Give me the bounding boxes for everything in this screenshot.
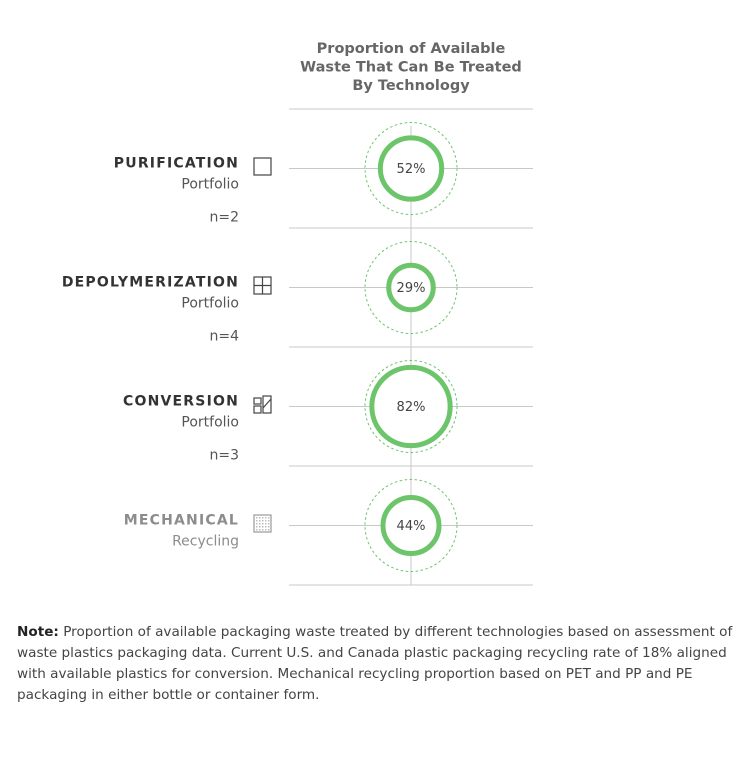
row-mechanical xyxy=(124,480,533,572)
grid-four-icon xyxy=(254,277,271,294)
category-n: n=3 xyxy=(209,447,239,464)
value-label: 82% xyxy=(396,400,426,415)
chart-title-line: Proportion of Available xyxy=(316,41,506,57)
category-name: MECHANICAL xyxy=(123,512,239,529)
category-n: n=2 xyxy=(209,209,239,226)
category-sub: Portfolio xyxy=(181,176,239,193)
note-text: Proportion of available packaging waste treated by different technologies based on assessment of waste plastics packaging data. Current U.S. and Canada plastic packaging recycling rate of 18% aligned with available plastics for conversion. Mechanical recycling proportion based on PET and PP and PE packaging in either bottle or container form. xyxy=(17,624,733,703)
category-name: DEPOLYMERIZATION xyxy=(61,274,239,291)
note-label: Note: xyxy=(17,624,59,640)
category-sub: Recycling xyxy=(172,533,239,550)
row-depolymerization xyxy=(62,242,533,345)
category-sub: Portfolio xyxy=(181,414,239,431)
blocks-icon xyxy=(254,396,271,413)
value-label: 52% xyxy=(396,162,426,177)
chart-title-line: By Technology xyxy=(352,78,470,94)
category-sub: Portfolio xyxy=(181,295,239,312)
row-purification xyxy=(114,123,533,226)
note xyxy=(17,622,737,706)
square-icon xyxy=(254,158,271,175)
chart-title-line: Waste That Can Be Treated xyxy=(300,59,522,76)
category-n: n=4 xyxy=(209,328,239,345)
row-conversion xyxy=(123,361,533,464)
chart-title xyxy=(300,41,522,94)
category-name: CONVERSION xyxy=(123,393,239,410)
value-label: 44% xyxy=(396,519,426,534)
value-label: 29% xyxy=(396,281,426,296)
dotted-grid-icon xyxy=(254,515,271,532)
category-name: PURIFICATION xyxy=(113,155,239,172)
